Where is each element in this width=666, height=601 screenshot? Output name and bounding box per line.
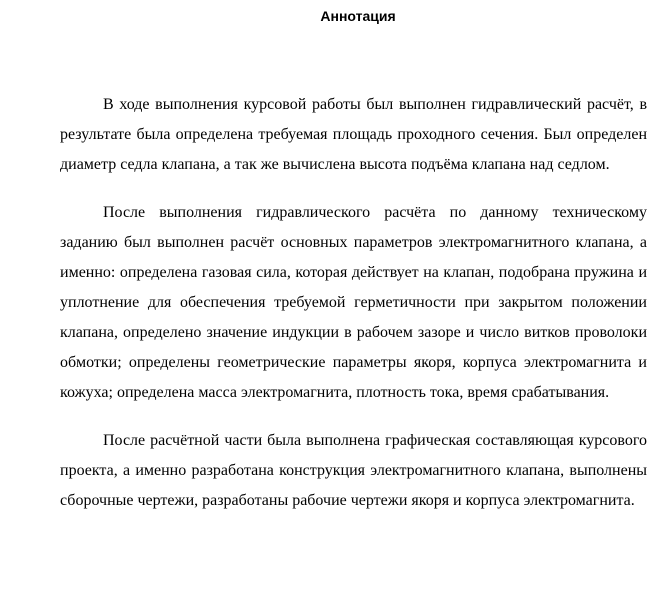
- document-title: Аннотация: [320, 8, 396, 24]
- paragraph-electromagnet-parameters: После выполнения гидравлического расчёта по данному техническому заданию был выполнен расчёт основных параметров электромагнитного клапана, а именно: определена газовая сила, которая действует на клапан, подобрана пружина и уплотнение для обеспечения требуемой герметичности при закрытом положении клапана, определено значение индукции в рабочем зазоре и число витков проволоки обмотки; определены геометрические параметры якоря, корпуса электромагнита и кожуха; определена масса электромагнита, плотность тока, время срабатывания.: [60, 204, 647, 401]
- paragraph-hydraulic-calculation: В ходе выполнения курсовой работы был выполнен гидравлический расчёт, в результате была определена требуемая площадь проходного сечения. Был определен диаметр седла клапана, а так же вычислена высота подъёма клапана над седлом.: [60, 96, 647, 173]
- paragraph-graphic-part: После расчётной части была выполнена графическая составляющая курсового проекта, а именно разработана конструкция электромагнитного клапана, выполнены сборочные чертежи, разработаны рабочие чертежи якоря и корпуса электромагнита.: [60, 432, 647, 509]
- annotation-body: [60, 90, 647, 516]
